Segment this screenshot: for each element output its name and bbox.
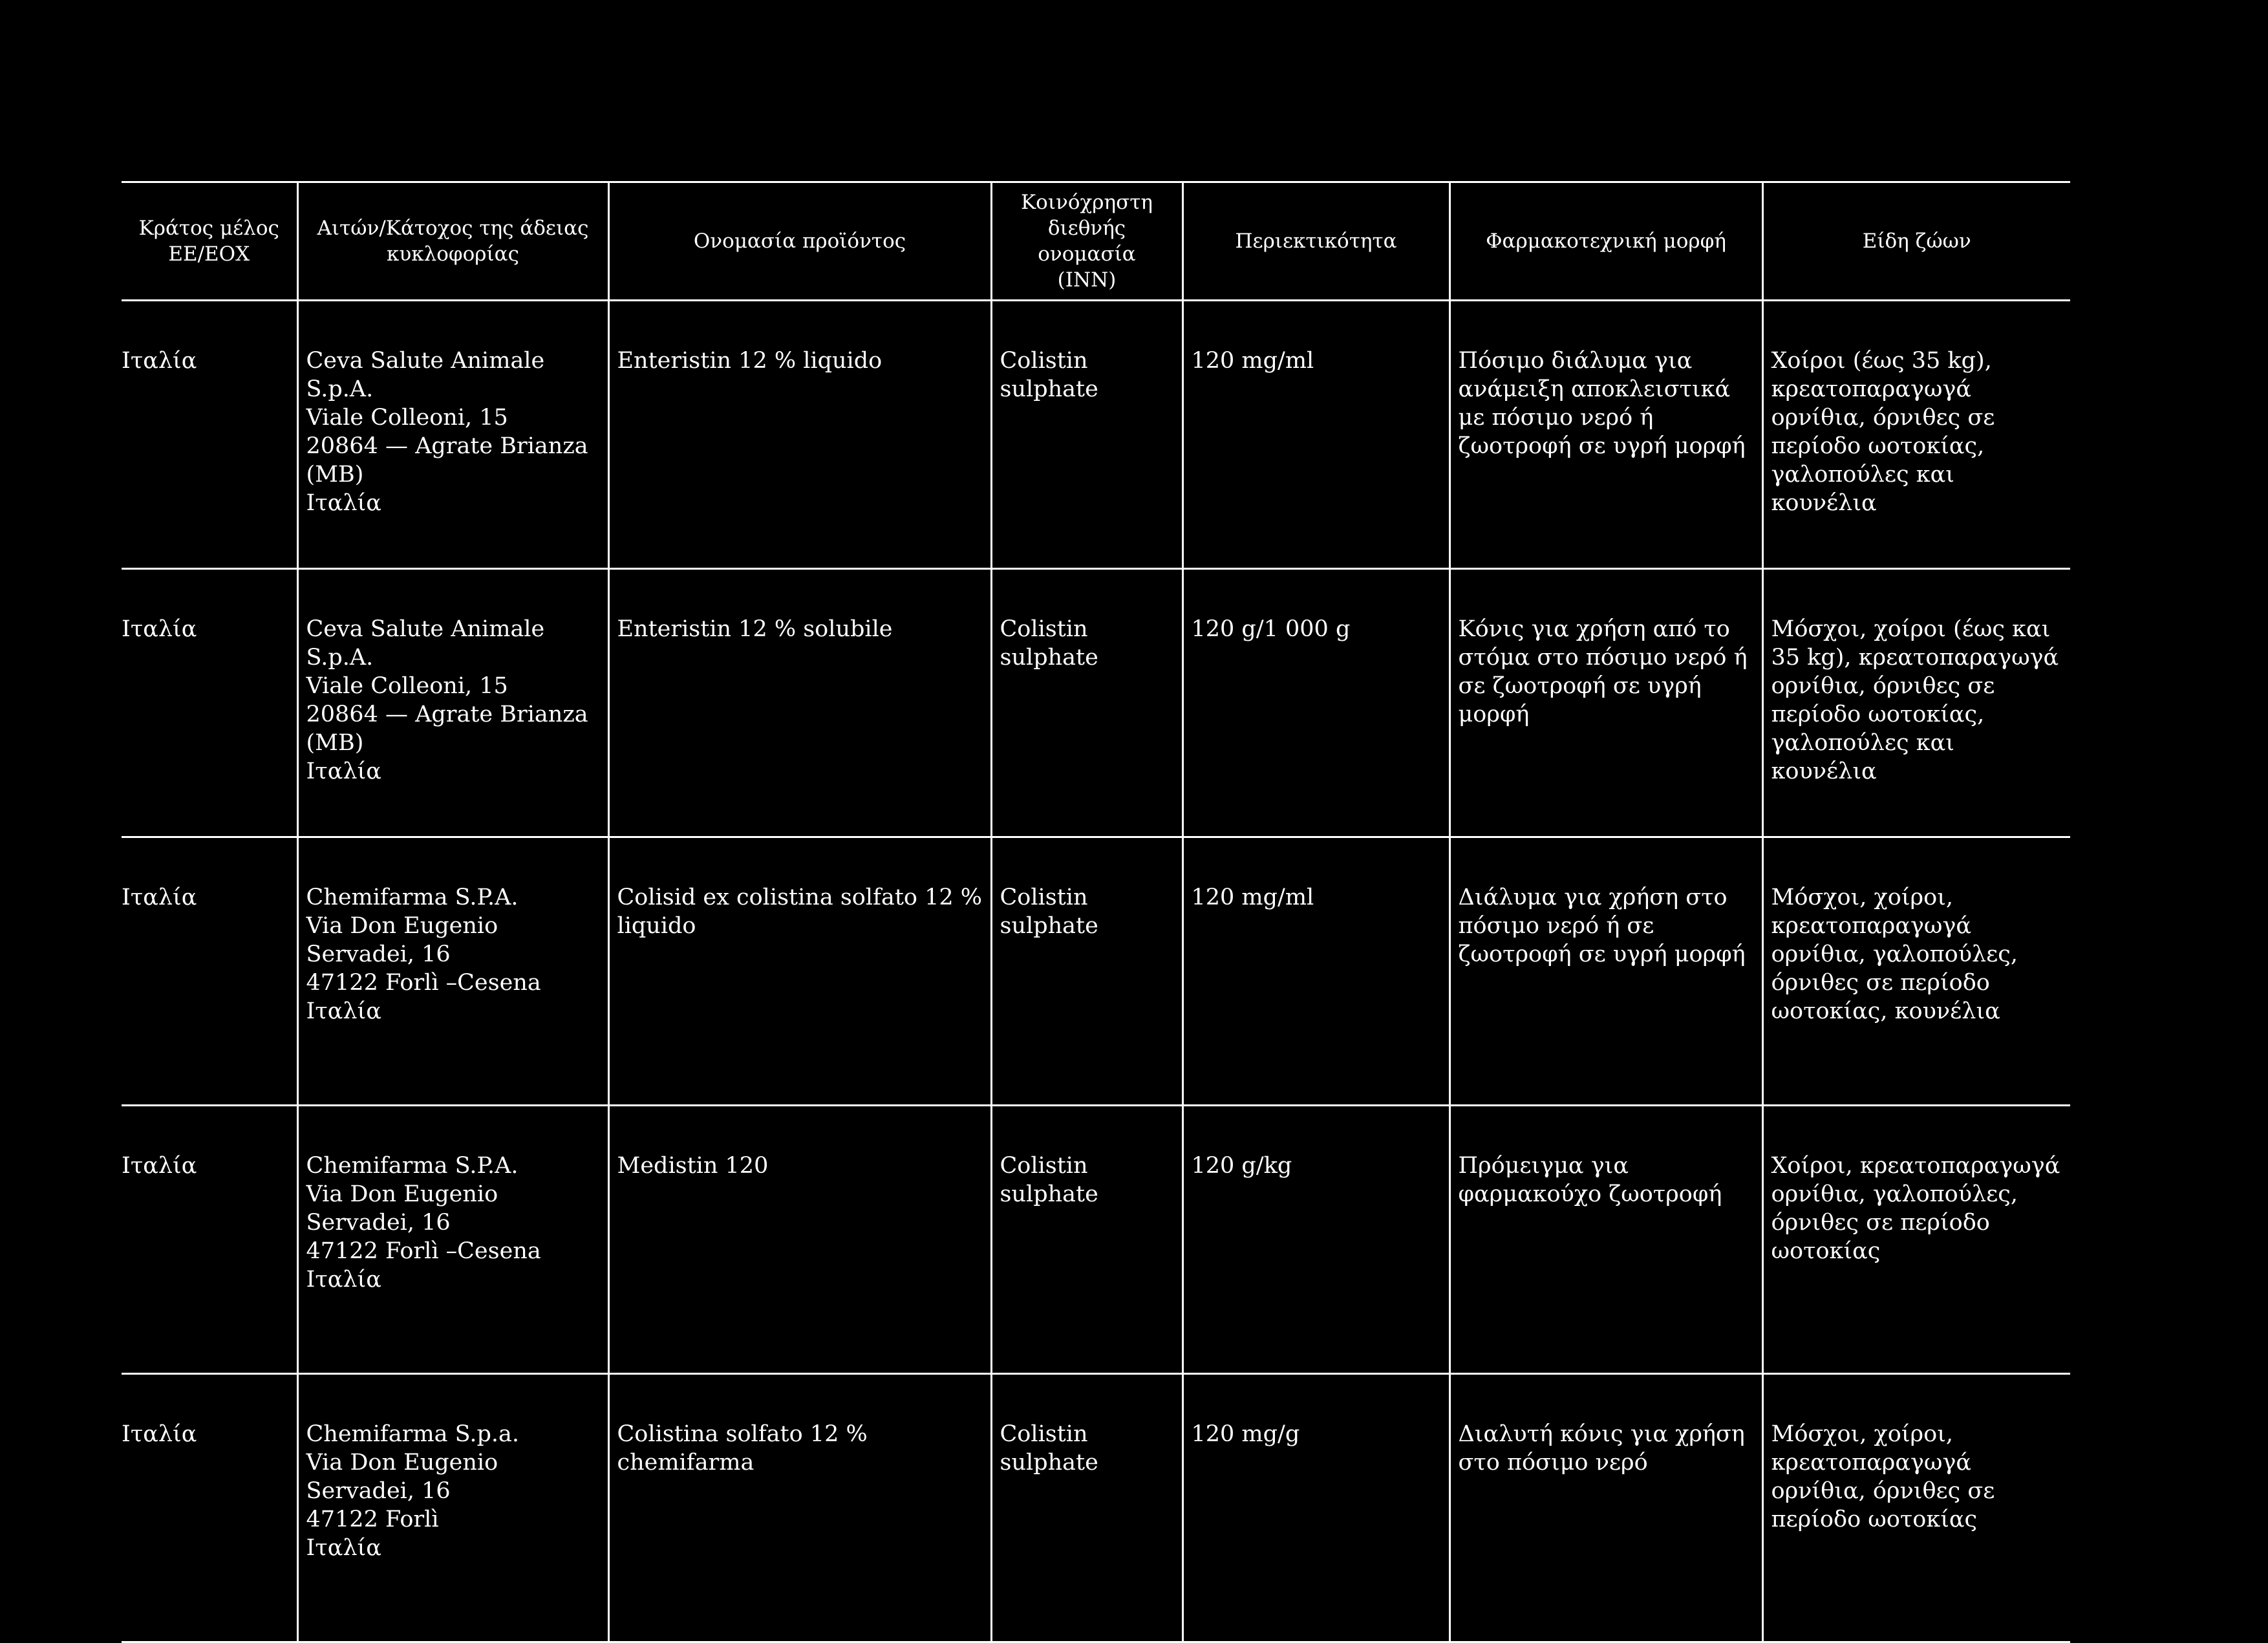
cell-product-name: Enteristin 12 % liquido (608, 301, 991, 569)
cell-strength: 120 g/kg (1182, 1106, 1450, 1374)
cell-holder: Chemifarma S.p.a. Via Don Eugenio Servadei, 16 47122 Forlì Ιταλία (297, 1374, 608, 1642)
cell-holder: Ceva Salute Animale S.p.A. Viale Colleoni, 15 20864 — Agrate Brianza (MB) Ιταλία (297, 301, 608, 569)
cell-member-state: Ιταλία (122, 569, 297, 837)
cell-species: Μόσχοι, χοίροι (έως και 35 kg), κρεατοπαραγωγά ορνίθια, όρνιθες σε περίοδο ωοτοκίας, γαλοπούλες και κουνέλια (1762, 569, 2070, 837)
header-product-name: Ονομασία προϊόντος (608, 182, 991, 301)
header-pharmaceutical-form: Φαρμακοτεχνική μορφή (1450, 182, 1762, 301)
cell-product-name: Enteristin 12 % solubile (608, 569, 991, 837)
header-row (122, 182, 2070, 301)
header-holder: Αιτών/Κάτοχος της άδειας κυκλοφορίας (297, 182, 608, 301)
cell-strength: 120 mg/ml (1182, 837, 1450, 1106)
cell-pharmaceutical-form: Πρόμειγμα για φαρμακούχο ζωοτροφή (1450, 1106, 1762, 1374)
cell-holder: Ceva Salute Animale S.p.A. Viale Colleoni, 15 20864 — Agrate Brianza (MB) Ιταλία (297, 569, 608, 837)
cell-holder: Chemifarma S.P.A. Via Don Eugenio Servadei, 16 47122 Forlì –Cesena Ιταλία (297, 1106, 608, 1374)
cell-pharmaceutical-form: Διάλυμα για χρήση στο πόσιμο νερό ή σε ζωοτροφή σε υγρή μορφή (1450, 837, 1762, 1106)
cell-product-name: Colisid ex colistina solfato 12 % liquido (608, 837, 991, 1106)
cell-inn: Colistin sulphate (991, 1106, 1182, 1374)
cell-species: Μόσχοι, χοίροι, κρεατοπαραγωγά ορνίθια, γαλοπούλες, όρνιθες σε περίοδο ωοτοκίας, κουνέλια (1762, 837, 2070, 1106)
table-row (122, 1106, 2070, 1374)
cell-inn: Colistin sulphate (991, 1374, 1182, 1642)
cell-inn: Colistin sulphate (991, 301, 1182, 569)
table-row (122, 301, 2070, 569)
cell-species: Μόσχοι, χοίροι, κρεατοπαραγωγά ορνίθια, όρνιθες σε περίοδο ωοτοκίας (1762, 1374, 2070, 1642)
cell-species: Χοίροι, κρεατοπαραγωγά ορνίθια, γαλοπούλες, όρνιθες σε περίοδο ωοτοκίας (1762, 1106, 2070, 1374)
table-row (122, 1374, 2070, 1642)
cell-inn: Colistin sulphate (991, 837, 1182, 1106)
authorisations-table (122, 181, 2070, 1643)
cell-product-name: Medistin 120 (608, 1106, 991, 1374)
cell-species: Χοίροι (έως 35 kg), κρεατοπαραγωγά ορνίθια, όρνιθες σε περίοδο ωοτοκίας, γαλοπούλες και κουνέλια (1762, 301, 2070, 569)
header-inn: Κοινόχρηστη διεθνής ονομασία (INN) (991, 182, 1182, 301)
header-member-state: Κράτος μέλος ΕΕ/ΕΟΧ (122, 182, 297, 301)
cell-member-state: Ιταλία (122, 837, 297, 1106)
cell-member-state: Ιταλία (122, 301, 297, 569)
cell-pharmaceutical-form: Κόνις για χρήση από το στόμα στο πόσιμο νερό ή σε ζωοτροφή σε υγρή μορφή (1450, 569, 1762, 837)
cell-product-name: Colistina solfato 12 % chemifarma (608, 1374, 991, 1642)
cell-strength: 120 g/1 000 g (1182, 569, 1450, 837)
cell-member-state: Ιταλία (122, 1374, 297, 1642)
table-row (122, 837, 2070, 1106)
cell-inn: Colistin sulphate (991, 569, 1182, 837)
table-row (122, 569, 2070, 837)
cell-holder: Chemifarma S.P.A. Via Don Eugenio Servadei, 16 47122 Forlì –Cesena Ιταλία (297, 837, 608, 1106)
header-strength: Περιεκτικότητα (1182, 182, 1450, 301)
cell-pharmaceutical-form: Πόσιμο διάλυμα για ανάμειξη αποκλειστικά με πόσιμο νερό ή ζωοτροφή σε υγρή μορφή (1450, 301, 1762, 569)
cell-pharmaceutical-form: Διαλυτή κόνις για χρήση στο πόσιμο νερό (1450, 1374, 1762, 1642)
header-species: Είδη ζώων (1762, 182, 2070, 301)
cell-strength: 120 mg/g (1182, 1374, 1450, 1642)
cell-strength: 120 mg/ml (1182, 301, 1450, 569)
cell-member-state: Ιταλία (122, 1106, 297, 1374)
